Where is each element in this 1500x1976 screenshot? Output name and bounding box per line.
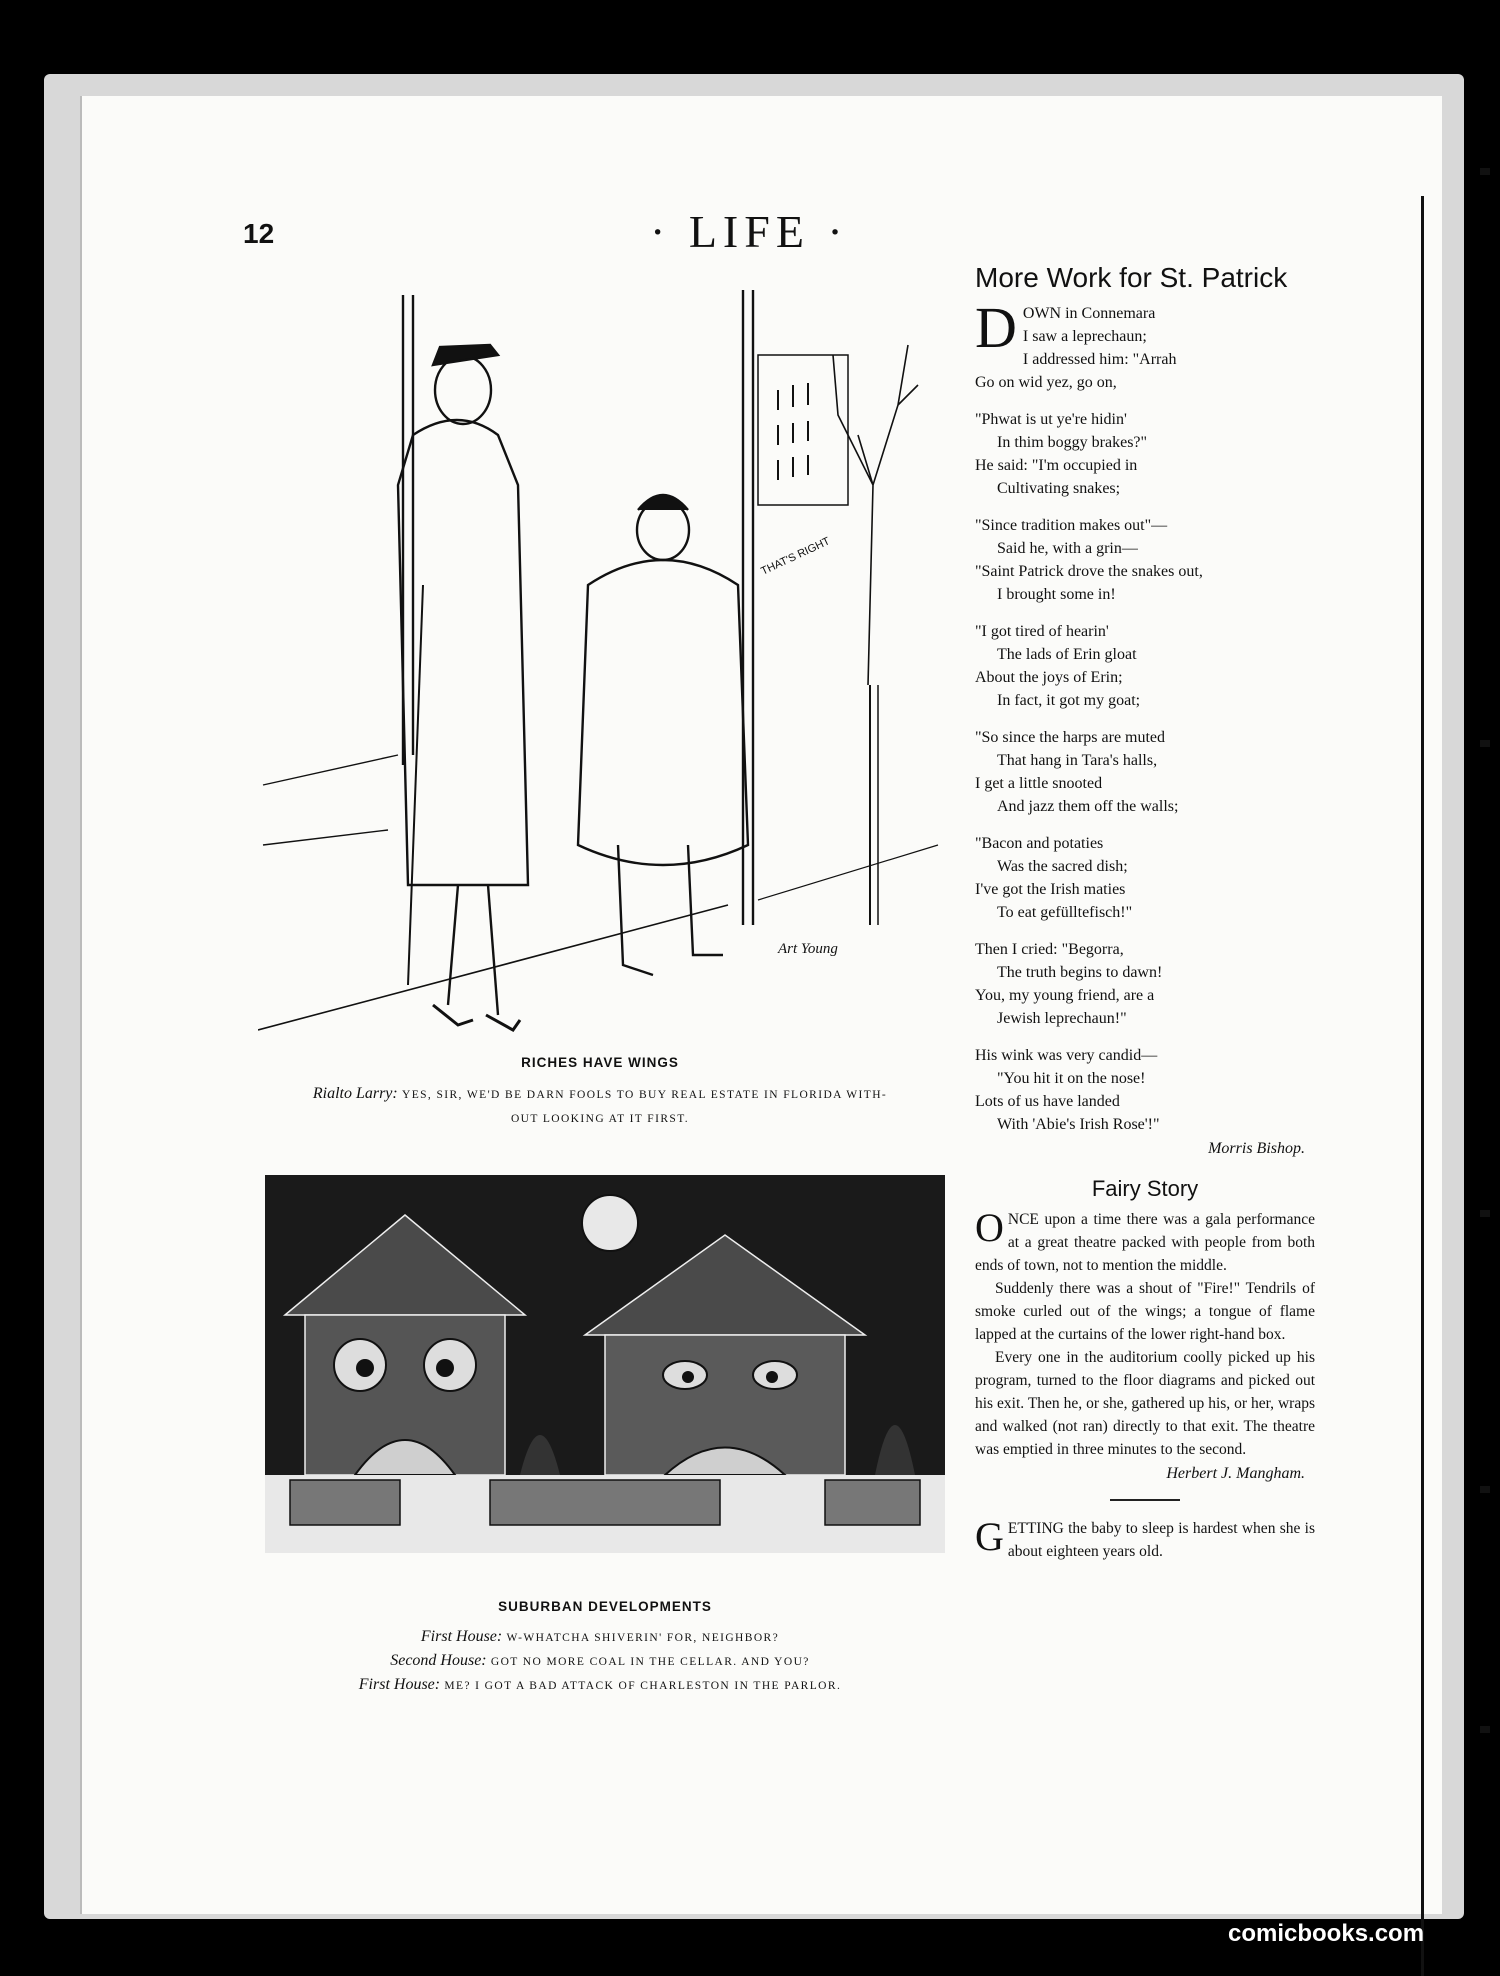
speaker-first-house: First House: [420, 1628, 503, 1645]
sign-text: THAT'S RIGHT [759, 535, 832, 578]
poem-line: He said: "I'm occupied in [975, 457, 1138, 474]
divider-rule [1110, 1499, 1180, 1501]
poem-line: His wink was very candid— [975, 1047, 1158, 1064]
poem-line: The lads of Erin gloat [997, 646, 1137, 663]
story-paragraph: Every one in the auditorium coolly picked up his program, turned to the floor diagrams and picked out his exit. Then he, or she, gathered up his, or her, wraps and walked (not ran) directly to that exit. The theatre was emptied in three minutes to the second. [975, 1349, 1315, 1458]
spine-tab [1480, 1486, 1490, 1493]
page-spine-edge [1421, 196, 1424, 1976]
poem-stanza [975, 514, 1315, 606]
poem-line: "Phwat is ut ye're hidin' [975, 411, 1127, 428]
poem-line: To eat gefülltefisch!" [997, 904, 1133, 921]
poem-line: Lots of us have landed [975, 1093, 1120, 1110]
story-title: Fairy Story [1091, 1176, 1199, 1201]
spine-tab [1480, 740, 1490, 747]
poem-line: "Saint Patrick drove the snakes out, [975, 563, 1203, 580]
poem-stanza [975, 620, 1315, 712]
site-watermark: comicbooks.com [1228, 1920, 1425, 1947]
poem-line: I've got the Irish maties [975, 881, 1126, 898]
poem-line: In thim boggy brakes?" [997, 434, 1148, 451]
caption-suburban-text3: ME? I GOT A BAD ATTACK OF CHARLESTON IN THE PARLOR. [444, 1680, 842, 1692]
artist-signature: Art Young [778, 941, 838, 957]
story-paragraph: Suddenly there was a shout of "Fire!" Tendrils of smoke curled out of the wings; a tongue of flame lapped at the curtains of the lower right-hand box. [975, 1280, 1315, 1343]
poem-line: I saw a leprechaun; [1022, 328, 1147, 345]
poem-stanza [975, 726, 1315, 818]
filler-dropcap: G [975, 1514, 1004, 1559]
poem-line: Said he, with a grin— [997, 540, 1138, 557]
poem-author: Morris Bishop. [1208, 1140, 1305, 1157]
right-column [975, 262, 1315, 1563]
filler-text: ETTING the baby to sleep is hardest when she is about eighteen years old. [1007, 1520, 1315, 1560]
poem-line: "Since tradition makes out"— [975, 517, 1168, 534]
caption-riches-text2: OUT LOOKING AT IT FIRST. [510, 1113, 690, 1125]
poem-line: I brought some in! [997, 586, 1116, 603]
poem-stanza [975, 832, 1315, 924]
spine-tab [1480, 168, 1490, 175]
story-author: Herbert J. Mangham. [1166, 1465, 1305, 1482]
caption-suburban-text2: GOT NO MORE COAL IN THE CELLAR. AND YOU? [490, 1656, 810, 1668]
poem-line: And jazz them off the walls; [997, 798, 1179, 815]
poem-line: In fact, it got my goat; [997, 692, 1141, 709]
caption-riches-line1 [240, 1085, 960, 1103]
caption-title-suburban: SUBURBAN DEVELOPMENTS [498, 1599, 712, 1614]
poem-line: Was the sacred dish; [997, 858, 1128, 875]
poem-line: "So since the harps are muted [975, 729, 1166, 746]
masthead-title: · LIFE · [650, 206, 849, 257]
poem-line: You, my young friend, are a [975, 987, 1155, 1004]
poem-stanza-first [975, 295, 1315, 394]
poem-stanza [975, 1044, 1315, 1136]
caption-suburban-line3 [240, 1676, 960, 1694]
story-paragraph-text: NCE upon a time there was a gala performance at a great theatre packed with people from both ends of town, not to mention the middle. [975, 1211, 1315, 1274]
cartoon-riches-have-wings [258, 285, 948, 1045]
poem-line: The truth begins to dawn! [997, 964, 1163, 981]
story-paragraph [975, 1205, 1315, 1277]
speaker-rialto-larry: Rialto Larry: [312, 1085, 398, 1102]
caption-riches-text1: YES, SIR, WE'D BE DARN FOOLS TO BUY REAL ESTATE IN FLORIDA WITH- [401, 1089, 888, 1101]
caption-riches-line2 [400, 1110, 800, 1126]
caption-suburban-text1: W-WHATCHA SHIVERIN' FOR, NEIGHBOR? [506, 1632, 780, 1644]
speaker-second-house: Second House: [390, 1652, 487, 1669]
caption-title-riches: RICHES HAVE WINGS [521, 1055, 679, 1070]
poem-title: More Work for St. Patrick [975, 262, 1288, 293]
poem-stanza [975, 938, 1315, 1030]
poem-line: Jewish leprechaun!" [997, 1010, 1127, 1027]
poem-line: About the joys of Erin; [975, 669, 1123, 686]
poem-stanza [975, 408, 1315, 500]
poem-line: Then I cried: "Begorra, [975, 941, 1124, 958]
poem-line: Cultivating snakes; [997, 480, 1121, 497]
caption-suburban-line2 [240, 1652, 960, 1670]
story-dropcap: O [975, 1205, 1004, 1250]
spine-tab [1480, 1210, 1490, 1217]
page-number: 12 [243, 218, 275, 249]
poem-line: "Bacon and potaties [975, 835, 1104, 852]
poem-line: With 'Abie's Irish Rose'!" [997, 1116, 1160, 1133]
spine-tab [1480, 1726, 1490, 1733]
speaker-first-house: First House: [358, 1676, 441, 1693]
caption-suburban-line1 [240, 1628, 960, 1646]
poem-line: That hang in Tara's halls, [997, 752, 1158, 769]
cartoon-suburban-developments [265, 1175, 945, 1553]
poem-dropcap: D [975, 295, 1017, 360]
filler-paragraph [975, 1514, 1315, 1563]
poem-line: Go on wid yez, go on, [975, 374, 1117, 391]
poem-line: I get a little snooted [975, 775, 1103, 792]
poem-line: "You hit it on the nose! [997, 1070, 1146, 1087]
poem-line: I addressed him: "Arrah [1022, 351, 1177, 368]
poem-line: OWN in Connemara [1022, 305, 1156, 322]
poem-line: "I got tired of hearin' [975, 623, 1109, 640]
